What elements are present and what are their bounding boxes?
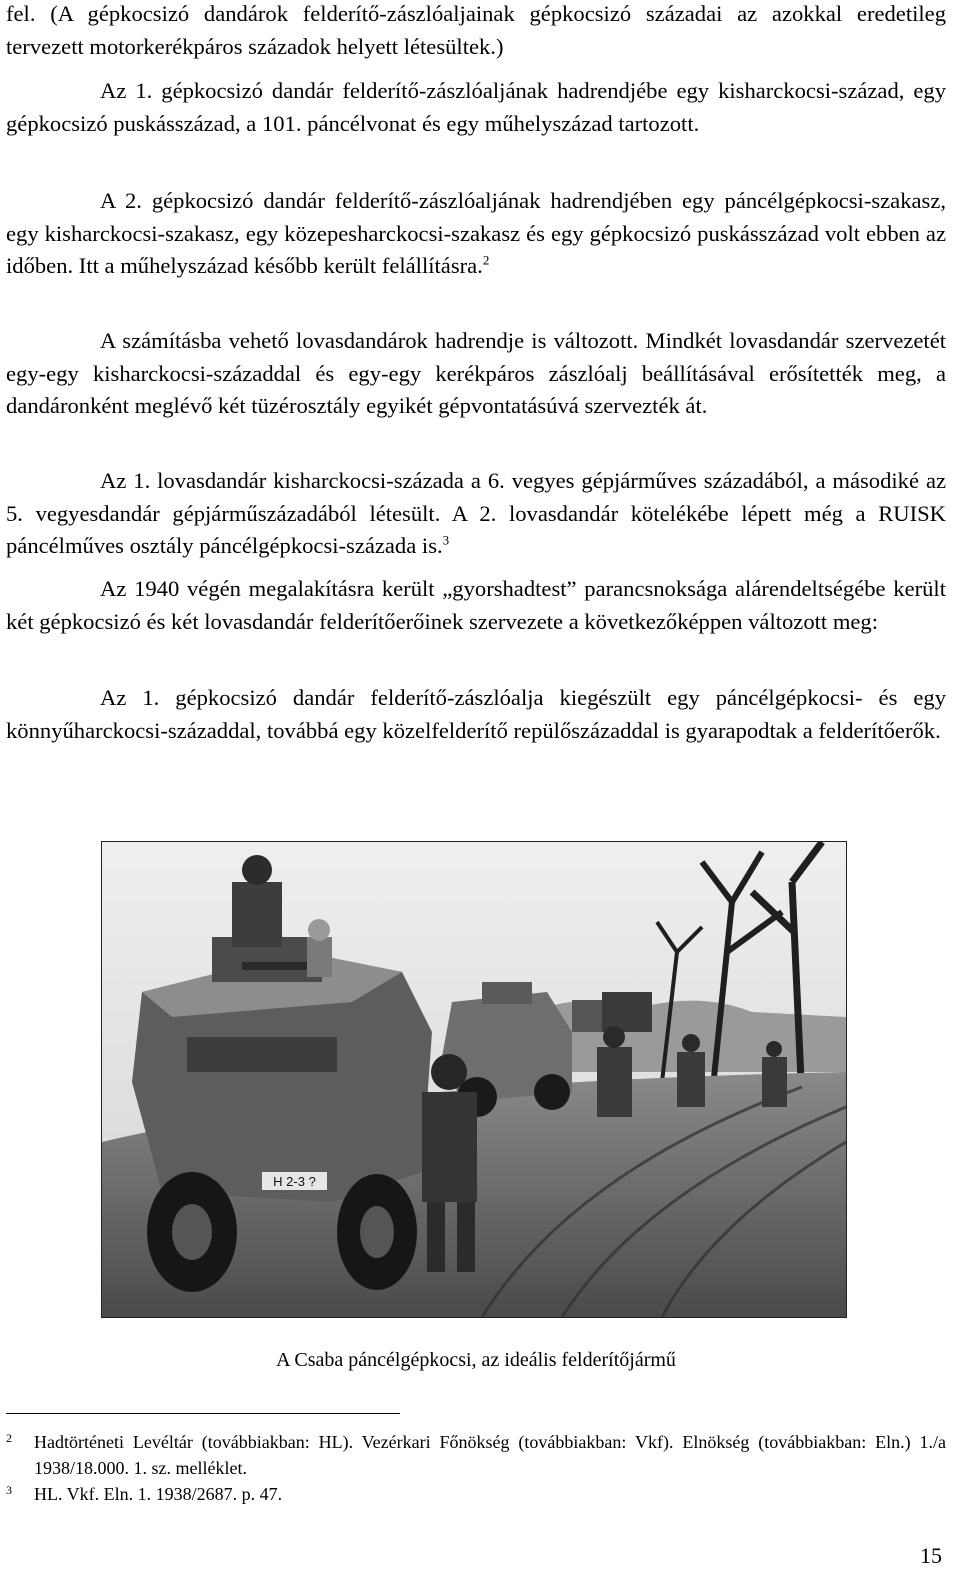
footnote-text: Hadtörténeti Levéltár (továbbiakban: HL). Vezérkari Főnökség (továbbiakban: Vkf). Elnökség (továbbiakban: Eln.) 1./a 1938/18.000. 1. sz. melléklet. [34,1432,946,1478]
footnote-number: 3 [6,1483,12,1497]
paragraph-cavalry-companies: Az 1. lovasdandár kisharckocsi-százada a 6. vegyes gépjárműves századából, a másodiké az 5. vegyesdandár gépjárműszázadából létesült. A 2. lovasdandár kötelékébe lépett még a RUISK páncélműves osztály páncélgépkocsi-százada is.$^3$ [6,468,946,558]
paragraph-cavalry: A számításba vehető lovasdandárok hadrendje is változott. Mindkét lovasdandár szervezetét egy-egy kisharckocsi-századdal és egy-egy kerékpáros zászlóalj beállításával erősítették meg, a dandáronként meglévő két tüzérosztály egyikét gépvontatásúvá szervezték át. [6,328,946,418]
figure-caption: A Csaba páncélgépkocsi, az ideális felderítőjármű [276,1349,676,1371]
paragraph-continuation: fel. (A gépkocsizó dandárok felderítő-zászlóaljainak gépkocsizó századai az azokkal eredetileg tervezett motorkerékpáros századok helyett létesültek.) [6,1,946,59]
license-plate-text: H 2-3 ? [273,1174,316,1189]
footnote-ref-3[interactable]: 3 [442,532,450,548]
footnote-number: 2 [6,1431,12,1445]
armored-car-photo [101,841,847,1318]
paragraph-reconnaissance: Az 1. gépkocsizó dandár felderítő-zászlóalja kiegészült egy páncélgépkocsi- és egy könnyűharckocsi-századdal, továbbá egy közelfelderítő repülőszázaddal is gyarapodtak a felderítőerők. [6,685,946,743]
page-number: 15 [920,1543,942,1568]
paragraph-2nd-brigade: A 2. gépkocsizó dandár felderítő-zászlóaljának hadrendjében egy páncélgépkocsi-szakasz, egy kisharckocsi-szakasz, egy közepesharckocsi-szakasz és egy gépkocsizó puskásszázad volt ebben az időben. Itt a műhelyszázad később került felállításra.$^2$ [6,188,946,278]
paragraph-1st-brigade: Az 1. gépkocsizó dandár felderítő-zászlóaljának hadrendjébe egy kisharckocsi-század, egy gépkocsizó puskásszázad, a 101. páncélvonat és egy műhelyszázad tartozott. [6,78,946,136]
footnote-text: HL. Vkf. Eln. 1. 1938/2687. p. 47. [34,1484,283,1504]
footnote-3 [6,1481,946,1507]
footnote-divider [6,1413,400,1414]
footnote-2 [6,1429,946,1481]
paragraph-rapid-corps: Az 1940 végén megalakításra került „gyorshadtest” parancsnoksága alárendeltségébe került két gépkocsizó és két lovasdandár felderítőerőinek szervezete a következőképpen változott meg: [6,576,946,634]
footnote-ref-2[interactable]: 2 [482,252,490,268]
document-page [6,0,946,1593]
